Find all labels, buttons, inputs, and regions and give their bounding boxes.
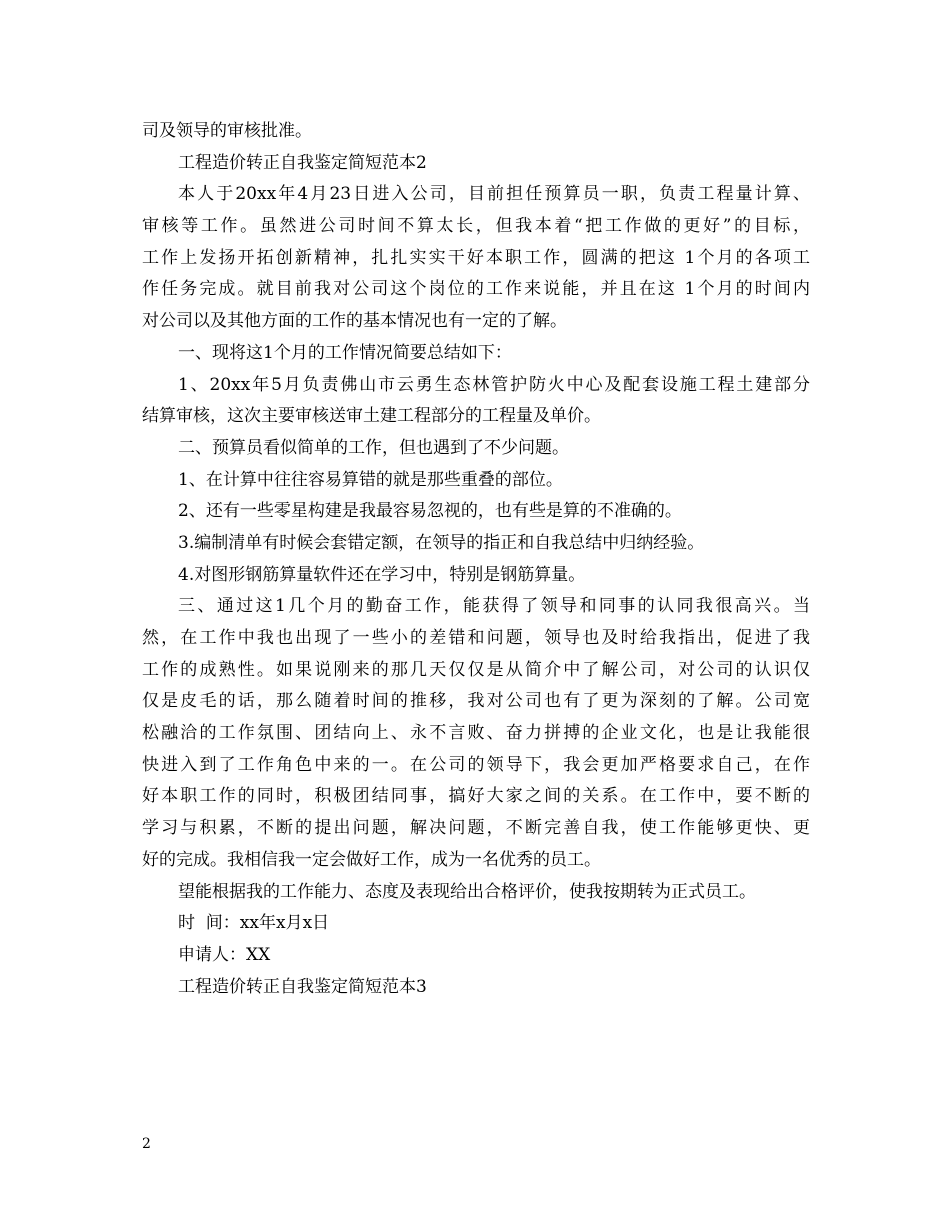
text-line: 工作的成熟性。如果说刚来的那几天仅仅是从简介中了解公司，对公司的认识仅 (142, 659, 810, 680)
document-body (142, 116, 810, 1003)
text-line: 二、预算员看似简单的工作，但也遇到了不少问题。 (178, 437, 569, 458)
text-line: 三、通过这1几个月的勤奋工作，能获得了领导和同事的认同我很高兴。当 (178, 596, 810, 617)
text-line: 作任务完成。就目前我对公司这个岗位的工作来说能，并且在这 1个月的时间内 (142, 279, 810, 300)
text-line: 然，在工作中我也出现了一些小的差错和问题，领导也及时给我指出，促进了我 (142, 628, 810, 648)
text-line: 快进入到了工作角色中来的一。在公司的领导下，我会更加严格要求自己，在作 (142, 754, 810, 775)
text-line: 1、在计算中往往容易算错的就是那些重叠的部位。 (178, 469, 563, 490)
text-line: 工作上发扬开拓创新精神，扎扎实实干好本职工作，圆满的把这 1个月的各项工 (142, 247, 810, 268)
text-line: 司及领导的审核批准。 (142, 121, 312, 141)
text-line: 1、20xx年5月负责佛山市云勇生态林管护防火中心及配套设施工程土建部分 (178, 374, 810, 395)
text-line: 松融洽的工作氛围、团结向上、永不言败、奋力拼搏的企业文化，也是让我能很 (142, 723, 810, 744)
text-line: 学习与积累，不断的提出问题，解决问题，不断完善自我，使工作能够更快、更 (142, 818, 810, 839)
section-heading: 工程造价转正自我鉴定简短范本3 (178, 976, 427, 997)
text-line: 一、现将这1个月的工作情况简要总结如下： (178, 342, 512, 363)
text-line: 审核等工作。虽然进公司时间不算太长，但我本着“把工作做的更好”的目标， (142, 216, 810, 237)
text-line: 对公司以及其他方面的工作的基本情况也有一定的了解。 (142, 311, 567, 332)
date-line: 时 间：xx年x月x日 (178, 913, 330, 934)
section-heading: 工程造价转正自我鉴定简短范本2 (178, 152, 427, 173)
text-line: 结算审核，这次主要审核送审土建工程部分的工程量及单价。 (142, 406, 601, 427)
text-line: 好本职工作的同时，积极团结同事，搞好大家之间的关系。在工作中，要不断的 (142, 786, 810, 807)
text-line: 本人于20xx年4月23日进入公司，目前担任预算员一职，负责工程量计算、 (178, 184, 810, 205)
text-line: 3.编制清单有时候会套错定额，在领导的指正和自我总结中归纳经验。 (178, 532, 705, 553)
text-line: 望能根据我的工作能力、态度及表现给出合格评价，使我按期转为正式员工。 (178, 881, 756, 902)
text-line: 仅是皮毛的话，那么随着时间的推移，我对公司也有了更为深刻的了解。公司宽 (142, 691, 810, 712)
text-line: 4.对图形钢筋算量软件还在学习中，特别是钢筋算量。 (178, 564, 586, 585)
page-number: 2 (142, 1136, 151, 1152)
applicant-line: 申请人：XX (178, 944, 271, 965)
text-line: 2、还有一些零星构建是我最容易忽视的，也有些是算的不准确的。 (178, 501, 682, 522)
text-line: 好的完成。我相信我一定会做好工作，成为一名优秀的员工。 (142, 849, 601, 870)
